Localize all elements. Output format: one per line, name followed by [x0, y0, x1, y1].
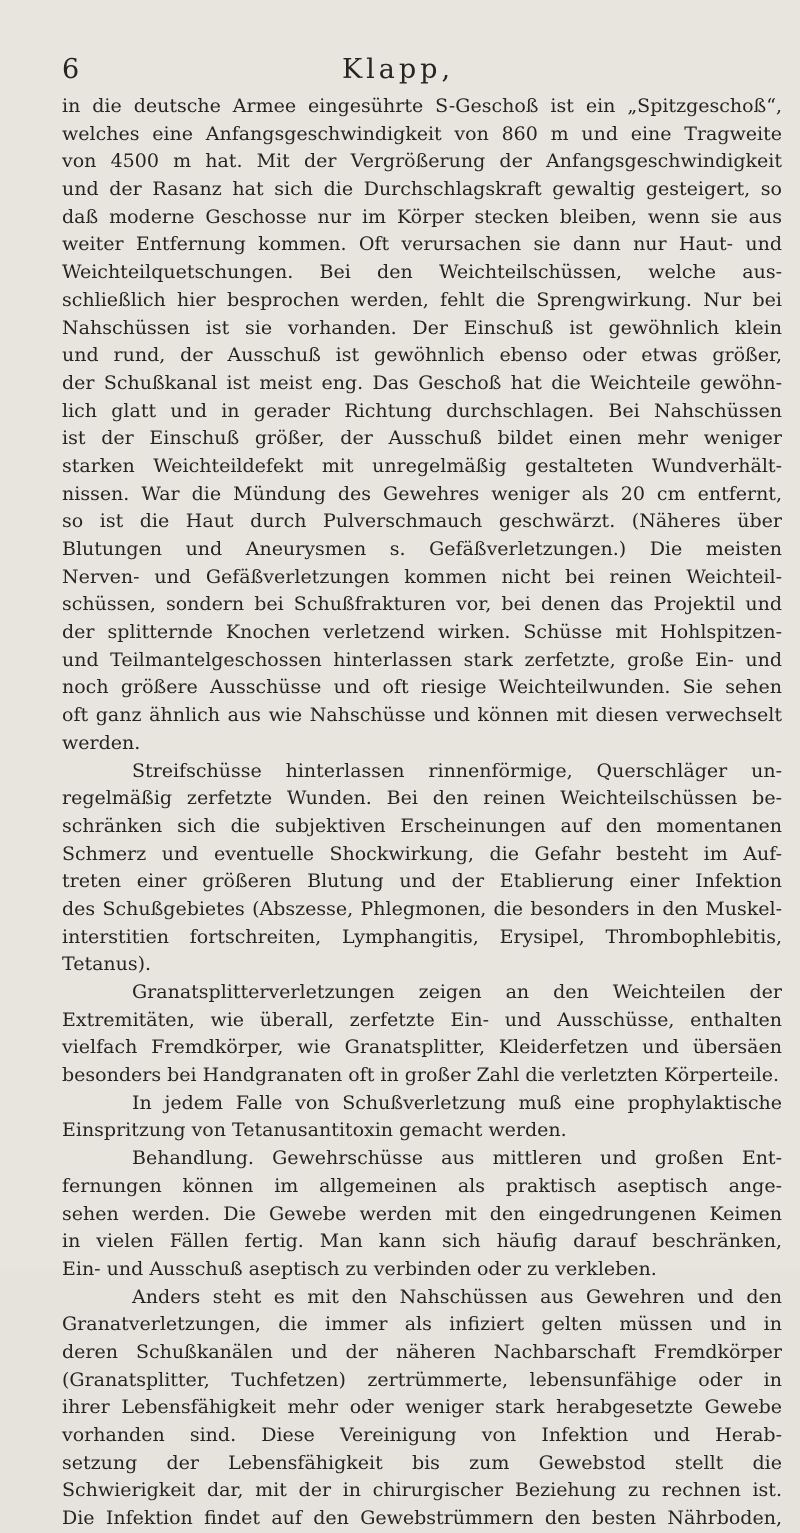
text-line: Weichteilquetschungen. Bei den Weichteilschüssen, welche aus- [62, 261, 782, 284]
text-line: Anders steht es mit den Nahschüssen aus Gewehren und den [132, 1285, 782, 1308]
text-line: Nahschüssen ist sie vorhanden. Der Einschuß ist gewöhnlich klein [62, 316, 782, 339]
text-line: daß moderne Geschosse nur im Körper stecken bleiben, wenn sie aus [62, 205, 782, 228]
text-line: und der Rasanz hat sich die Durchschlagskraft gewaltig gesteigert, so [62, 178, 782, 201]
text-line: interstitien fortschreiten, Lymphangitis, Erysipel, Thrombophlebitis, [62, 925, 782, 948]
text-line: Tetanus). [62, 953, 152, 976]
text-line: oft ganz ähnlich aus wie Nahschüsse und können mit diesen verwechselt [62, 704, 782, 727]
text-line: Behandlung. Gewehrschüsse aus mittleren und großen Ent- [132, 1147, 782, 1170]
text-line: Blutungen und Aneurysmen s. Gefäßverletzungen.) Die meisten [62, 538, 782, 560]
text-line: ihrer Lebensfähigkeit mehr oder weniger stark herabgesetzte Gewebe [62, 1396, 782, 1419]
running-head: Klapp, [342, 54, 455, 85]
text-line: von 4500 m hat. Mit der Vergrößerung der Anfangsgeschwindigkeit [62, 150, 782, 173]
text-line: nissen. War die Mündung des Gewehres weniger als 20 cm entfernt, [62, 482, 782, 505]
text-line: welches eine Anfangsgeschwindigkeit von 860 m und eine Tragweite [62, 122, 782, 145]
text-line: und Teilmantelgeschossen hinterlassen stark zerfetzte, große Ein- und [62, 648, 782, 671]
text-line: deren Schußkanälen und der näheren Nachbarschaft Fremdkörper [62, 1340, 782, 1363]
text-line: lich glatt und in gerader Richtung durchschlagen. Bei Nahschüssen [62, 399, 782, 422]
text-line: schüssen, sondern bei Schußfrakturen vor, bei denen das Projektil und [62, 593, 782, 616]
text-line: in die deutsche Armee eingesührte S-Geschoß ist ein „Spitzgeschoß“, [62, 95, 782, 117]
text-line: Einspritzung von Tetanusantitoxin gemacht werden. [62, 1119, 567, 1142]
text-line: Ein- und Ausschuß aseptisch zu verbinden oder zu verkleben. [62, 1257, 657, 1280]
text-line: so ist die Haut durch Pulverschmauch geschwärzt. (Näheres über [62, 510, 782, 533]
text-line: in vielen Fällen fertig. Man kann sich häufig darauf beschränken, [62, 1230, 782, 1253]
text-line: weiter Entfernung kommen. Oft verursachen sie dann nur Haut- und [62, 233, 782, 256]
text-line: schränken sich die subjektiven Erscheinungen auf den momentanen [62, 814, 782, 837]
text-line: Granatverletzungen, die immer als infiziert gelten müssen und in [62, 1313, 782, 1336]
text-line: ist der Einschuß größer, der Ausschuß bildet einen mehr weniger [62, 427, 782, 450]
text-line: vorhanden sind. Diese Vereinigung von Infektion und Herab- [62, 1424, 782, 1446]
text-line: der Schußkanal ist meist eng. Das Geschoß hat die Weichteile gewöhn- [62, 371, 782, 394]
page-header [0, 54, 800, 90]
text-line: vielfach Fremdkörper, wie Granatsplitter, Kleiderfetzen und übersäen [62, 1036, 782, 1059]
text-line: (Granatsplitter, Tuchfetzen) zertrümmerte, lebensunfähige oder in [62, 1368, 782, 1391]
text-line: besonders bei Handgranaten oft in großer Zahl die verletzten Körperteile. [62, 1064, 780, 1087]
text-line: des Schußgebietes (Abszesse, Phlegmonen, die besonders in den Muskel- [62, 897, 782, 920]
text-line: Nerven- und Gefäßverletzungen kommen nicht bei reinen Weichteil- [62, 565, 782, 588]
text-line: Die Infektion findet auf den Gewebstrümmern den besten Nährboden, [62, 1507, 782, 1530]
text-line: Schwierigkeit dar, mit der in chirurgischer Beziehung zu rechnen ist. [62, 1479, 782, 1502]
text-line: starken Weichteildefekt mit unregelmäßig gestalteten Wundverhält- [62, 454, 782, 477]
text-line: sehen werden. Die Gewebe werden mit den eingedrungenen Keimen [62, 1202, 782, 1225]
text-line: setzung der Lebensfähigkeit bis zum Gewebstod stellt die [62, 1451, 782, 1474]
text-line: und rund, der Ausschuß ist gewöhnlich ebenso oder etwas größer, [62, 344, 782, 367]
text-line: In jedem Falle von Schußverletzung muß eine prophylaktische [132, 1091, 782, 1114]
text-line: fernungen können im allgemeinen als praktisch aseptisch ange- [62, 1174, 782, 1197]
text-line: Extremitäten, wie überall, zerfetzte Ein- und Ausschüsse, enthalten [62, 1008, 782, 1031]
text-line: regelmäßig zerfetzte Wunden. Bei den reinen Weichteilschüssen be- [62, 787, 782, 810]
text-line: Granatsplitterverletzungen zeigen an den Weichteilen der [132, 981, 782, 1003]
text-line: schließlich hier besprochen werden, fehlt die Sprengwirkung. Nur bei [62, 288, 782, 311]
text-line: Schmerz und eventuelle Shockwirkung, die Gefahr besteht im Auf- [62, 842, 782, 865]
text-line: treten einer größeren Blutung und der Etablierung einer Infektion [62, 870, 782, 893]
text-line: Streifschüsse hinterlassen rinnenförmige, Querschläger un- [132, 759, 782, 782]
text-line: noch größere Ausschüsse und oft riesige Weichteilwunden. Sie sehen [62, 676, 782, 699]
page-number: 6 [62, 54, 81, 85]
body-text [62, 93, 782, 1533]
text-line: der splitternde Knochen verletzend wirken. Schüsse mit Hohlspitzen- [62, 621, 782, 644]
text-line: werden. [62, 731, 141, 754]
